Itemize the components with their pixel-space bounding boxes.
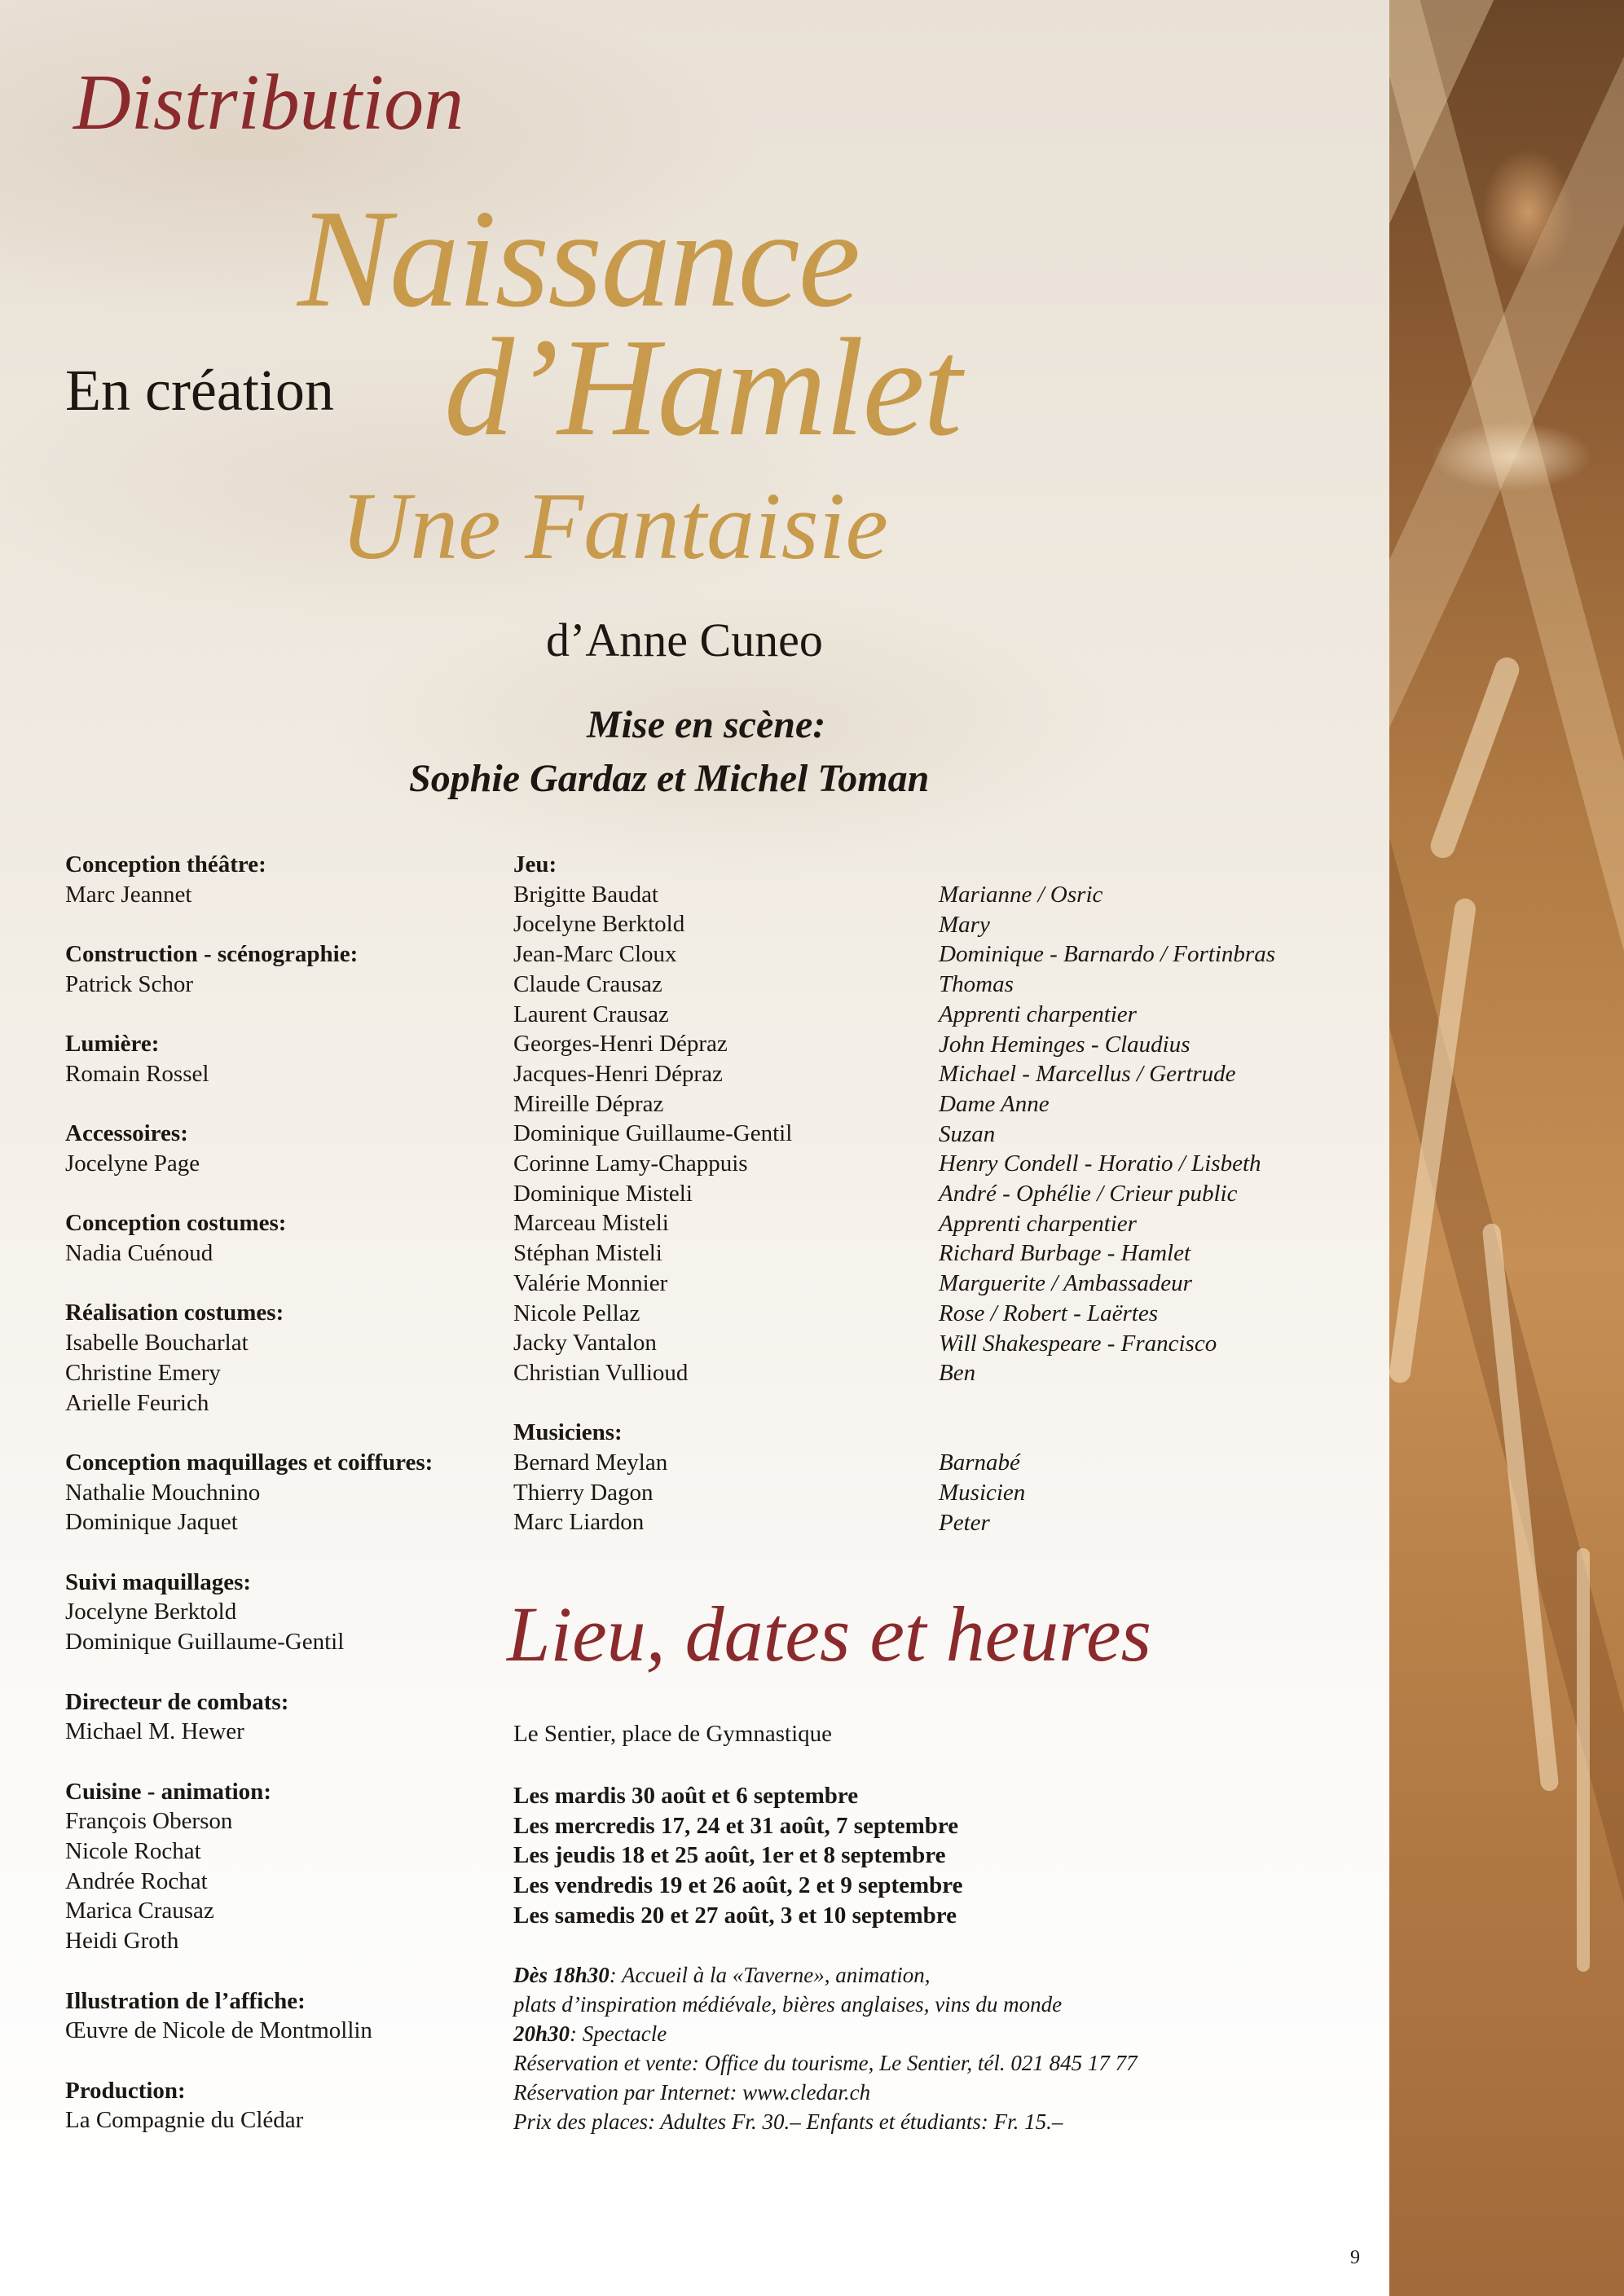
- date-line: Les mardis 30 août et 6 septembre: [513, 1783, 859, 1809]
- credit-name: Jocelyne Berktold: [65, 1599, 237, 1625]
- date-line: Les vendredis 19 et 26 août, 2 et 9 septembre: [513, 1872, 963, 1899]
- credit-name: Nadia Cuénoud: [65, 1240, 213, 1267]
- credit-title: Conception théâtre:: [65, 851, 266, 877]
- spacer: [65, 909, 433, 939]
- author: d’Anne Cuneo: [546, 614, 823, 666]
- spacer: [939, 1419, 1275, 1449]
- credit-name: Nicole Rochat: [65, 1838, 201, 1865]
- musicians-title: Musiciens:: [513, 1419, 623, 1446]
- cast-role: Rose / Robert - Laërtes: [939, 1300, 1159, 1326]
- spacer: [65, 1089, 433, 1119]
- cast-actor: Nicole Pellaz: [513, 1300, 640, 1326]
- cast-role: Marguerite / Ambassadeur: [939, 1270, 1192, 1297]
- cast-role: Mary: [939, 911, 990, 938]
- musician-name: Bernard Meylan: [513, 1449, 668, 1476]
- musician-role: Barnabé: [939, 1449, 1020, 1476]
- cast-actor: Jacques-Henri Dépraz: [513, 1060, 723, 1087]
- spacer: [65, 1657, 433, 1687]
- credit-name: Dominique Guillaume-Gentil: [65, 1629, 345, 1656]
- credit-title: Production:: [65, 2077, 186, 2104]
- musician-role: Peter: [939, 1509, 990, 1536]
- credit-name: Marica Crausaz: [65, 1898, 214, 1924]
- cast-role: Henry Condell - Horatio / Lisbeth: [939, 1150, 1261, 1177]
- internet-line: Réservation par Internet: www.cledar.ch: [513, 2080, 871, 2105]
- cast-role: Dame Anne: [939, 1090, 1050, 1117]
- distribution-title: Distribution: [73, 59, 464, 147]
- reservation-line: Réservation et vente: Office du tourisme, Le Sentier, tél. 021 845 17 77: [513, 2051, 1138, 2075]
- cast-role: Michael - Marcellus / Gertrude: [939, 1061, 1236, 1088]
- cast-actor: Laurent Crausaz: [513, 1001, 669, 1027]
- dates-list: [513, 1781, 962, 1931]
- cast-actor: Jacky Vantalon: [513, 1330, 657, 1357]
- cast-actor: Marceau Misteli: [513, 1210, 669, 1237]
- spacer: [513, 1388, 792, 1419]
- cast-role: Apprenti charpentier: [939, 1210, 1137, 1237]
- cast-title: Jeu:: [513, 851, 557, 877]
- cast-actor: Dominique Misteli: [513, 1180, 693, 1207]
- cast-actor: Mireille Dépraz: [513, 1090, 664, 1117]
- portrait-artwork: [1389, 0, 1624, 2296]
- practical-info: [513, 1960, 1138, 2136]
- spacer: [65, 1179, 433, 1209]
- credit-name: Andrée Rochat: [65, 1867, 208, 1894]
- credit-title: Construction - scénographie:: [65, 941, 359, 968]
- en-creation-label: En création: [65, 358, 334, 423]
- time-1-text: : Accueil à la «Taverne», animation,: [609, 1963, 931, 1987]
- credit-title: Réalisation costumes:: [65, 1300, 284, 1326]
- credit-name: Arielle Feurich: [65, 1389, 209, 1416]
- cast-role: Richard Burbage - Hamlet: [939, 1240, 1191, 1267]
- page-number: 9: [1350, 2247, 1360, 2268]
- cast-actor: Jocelyne Berktold: [513, 911, 685, 938]
- spacer: [65, 1269, 433, 1299]
- mise-en-scene-names: Sophie Gardaz et Michel Toman: [409, 757, 930, 800]
- prices-line: Prix des places: Adultes Fr. 30.– Enfants et étudiants: Fr. 15.–: [513, 2109, 1063, 2134]
- play-subtitle: Une Fantaisie: [341, 473, 888, 579]
- credit-name: Jocelyne Page: [65, 1150, 200, 1177]
- credit-name: Œuvre de Nicole de Montmollin: [65, 2017, 372, 2044]
- spacer: [65, 1418, 433, 1448]
- credit-title: Suivi maquillages:: [65, 1568, 252, 1595]
- mise-en-scene-label: Mise en scène:: [587, 703, 826, 746]
- cast-actor: Valérie Monnier: [513, 1269, 668, 1296]
- credit-name: Heidi Groth: [65, 1928, 179, 1955]
- cast-role: Suzan: [939, 1120, 996, 1147]
- cast-actor: Claude Crausaz: [513, 970, 662, 997]
- cast-column: [513, 850, 792, 1537]
- roles-column: [939, 880, 1275, 1537]
- time-line-1: [513, 1960, 1138, 1990]
- spacer: [65, 2046, 433, 2076]
- cast-role: Thomas: [939, 971, 1014, 998]
- credit-title: Illustration de l’affiche:: [65, 1987, 306, 2014]
- credit-name: Nathalie Mouchnino: [65, 1479, 261, 1506]
- play-title-line-2: d’Hamlet: [444, 310, 961, 465]
- spacer: [65, 1956, 433, 1986]
- credit-name: Christine Emery: [65, 1359, 221, 1386]
- credit-name: Marc Jeannet: [65, 881, 192, 908]
- musician-name: Thierry Dagon: [513, 1479, 654, 1506]
- spacer: [65, 1537, 433, 1568]
- credit-name: Dominique Jaquet: [65, 1509, 238, 1536]
- cast-role: Will Shakespeare - Francisco: [939, 1330, 1217, 1357]
- schedule-title: Lieu, dates et heures: [507, 1590, 1151, 1678]
- cast-role: Marianne / Osric: [939, 882, 1103, 908]
- time-line-1b: plats d’inspiration médiévale, bières anglaises, vins du monde: [513, 1992, 1063, 2017]
- musician-name: Marc Liardon: [513, 1509, 645, 1536]
- credit-title: Cuisine - animation:: [65, 1778, 271, 1805]
- credit-title: Conception maquillages et coiffures:: [65, 1449, 434, 1476]
- venue: Le Sentier, place de Gymnastique: [513, 1721, 833, 1747]
- cast-role: John Heminges - Claudius: [939, 1031, 1190, 1058]
- time-2-text: : Spectacle: [570, 2021, 667, 2046]
- cast-role: Ben: [939, 1360, 976, 1387]
- cast-actor: Dominique Guillaume-Gentil: [513, 1120, 793, 1147]
- spacer: [939, 1388, 1275, 1419]
- credit-name: Romain Rossel: [65, 1060, 209, 1087]
- date-line: Les samedis 20 et 27 août, 3 et 10 septembre: [513, 1902, 957, 1929]
- credit-name: Patrick Schor: [65, 970, 194, 997]
- time-1-label: Dès 18h30: [513, 1963, 610, 1987]
- spacer: [65, 1747, 433, 1777]
- cast-role: Dominique - Barnardo / Fortinbras: [939, 941, 1275, 968]
- credit-title: Accessoires:: [65, 1120, 188, 1147]
- cast-actor: Stéphan Misteli: [513, 1240, 662, 1267]
- credit-name: La Compagnie du Clédar: [65, 2107, 304, 2134]
- cast-actor: Brigitte Baudat: [513, 881, 658, 908]
- date-line: Les jeudis 18 et 25 août, 1er et 8 septembre: [513, 1842, 946, 1869]
- cast-role: André - Ophélie / Crieur public: [939, 1181, 1238, 1207]
- credit-title: Lumière:: [65, 1031, 160, 1058]
- cast-actor: Georges-Henri Dépraz: [513, 1031, 728, 1058]
- musician-role: Musicien: [939, 1480, 1026, 1506]
- play-title-line-1: Naissance: [297, 182, 860, 336]
- time-line-2: [513, 2019, 1138, 2048]
- cast-actor: Corinne Lamy-Chappuis: [513, 1150, 748, 1177]
- time-2-label: 20h30: [513, 2021, 570, 2046]
- credit-title: Conception costumes:: [65, 1210, 287, 1237]
- credit-title: Directeur de combats:: [65, 1688, 289, 1715]
- credit-name: François Oberson: [65, 1808, 233, 1835]
- spacer: [65, 1000, 433, 1030]
- cast-actor: Jean-Marc Cloux: [513, 941, 677, 968]
- date-line: Les mercredis 17, 24 et 31 août, 7 septembre: [513, 1812, 959, 1839]
- cast-actor: Christian Vullioud: [513, 1359, 689, 1386]
- cast-role: Apprenti charpentier: [939, 1001, 1137, 1027]
- credit-name: Isabelle Boucharlat: [65, 1330, 249, 1357]
- credit-name: Michael M. Hewer: [65, 1718, 244, 1745]
- credits-column: [65, 850, 433, 2135]
